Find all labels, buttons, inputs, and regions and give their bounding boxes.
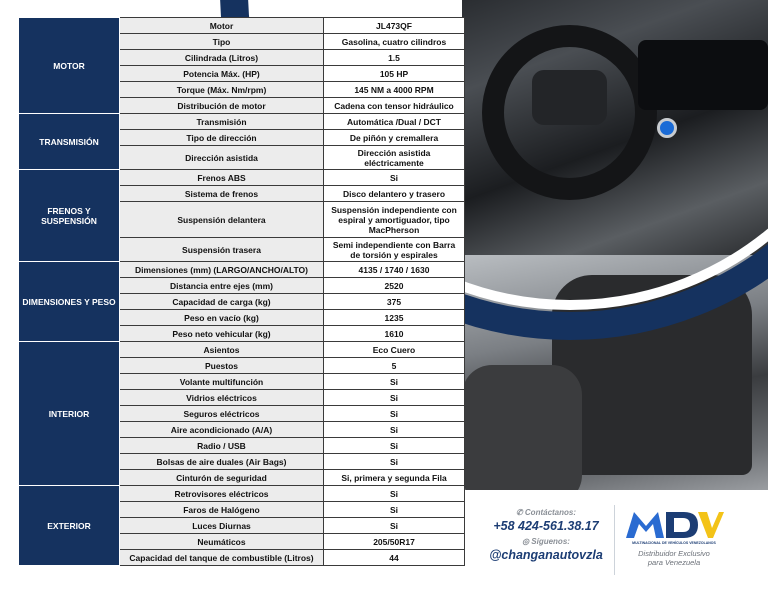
spec-value: Si [324,374,465,390]
spec-label: Bolsas de aire duales (Air Bags) [120,454,324,470]
spec-label: Peso en vacío (kg) [120,310,324,326]
seat-shape-2 [462,365,582,490]
spec-value: Eco Cuero [324,342,465,358]
spec-value: Si, primera y segunda Fila [324,470,465,486]
logo-subtitle: MULTINACIONAL DE VEHÍCULOS VENEZOLANOS [632,541,716,545]
instagram-icon: ◎ [522,537,532,546]
section-label: MOTOR [19,18,120,114]
spec-label: Distancia entre ejes (mm) [120,278,324,294]
spec-label: Faros de Halógeno [120,502,324,518]
spec-label: Suspensión delantera [120,202,324,238]
spec-label: Tipo [120,34,324,50]
spec-value: Disco delantero y trasero [324,186,465,202]
spec-value: 1610 [324,326,465,342]
spec-table [18,17,465,566]
phone-number[interactable]: +58 424-561.38.17 [493,519,599,533]
social-handle[interactable]: @changanautovzla [489,548,603,562]
spec-value: 205/50R17 [324,534,465,550]
section-label: FRENOS Y SUSPENSIÓN [19,170,120,262]
spec-value: Si [324,518,465,534]
spec-value: Suspensión independiente con espiral y amortiguador, tipo MacPherson [324,202,465,238]
spec-value: Si [324,406,465,422]
spec-row [19,486,465,502]
spec-label: Distribución de motor [120,98,324,114]
distributor-line-1: Distribuidor Exclusivo [638,549,710,558]
spec-value: Si [324,438,465,454]
spec-label: Cilindrada (Litros) [120,50,324,66]
whatsapp-icon: ✆ [515,508,525,517]
spec-value: Cadena con tensor hidráulico [324,98,465,114]
section-label: INTERIOR [19,342,120,486]
spec-label: Radio / USB [120,438,324,454]
spec-row [19,262,465,278]
spec-value: Si [324,390,465,406]
section-label: DIMENSIONES Y PESO [19,262,120,342]
spec-label: Cinturón de seguridad [120,470,324,486]
spec-label: Tipo de dirección [120,130,324,146]
spec-label: Capacidad del tanque de combustible (Litros) [120,550,324,566]
spec-value: JL473QF [324,18,465,34]
spec-label: Retrovisores eléctricos [120,486,324,502]
contact-block [484,508,608,566]
spec-label: Luces Diurnas [120,518,324,534]
spec-value: 4135 / 1740 / 1630 [324,262,465,278]
contact-label: ✆ Contáctanos: [515,508,577,517]
start-button-shape [657,118,677,138]
spec-value: Semi independiente con Barra de torsión y espirales [324,238,465,262]
spec-label: Torque (Máx. Nm/rpm) [120,82,324,98]
dashboard-photo [462,0,768,255]
spec-row [19,18,465,34]
spec-label: Puestos [120,358,324,374]
spec-label: Vidrios eléctricos [120,390,324,406]
spec-value: 44 [324,550,465,566]
section-label: EXTERIOR [19,486,120,566]
spec-label: Dimensiones (mm) (LARGO/ANCHO/ALTO) [120,262,324,278]
section-label: TRANSMISIÓN [19,114,120,170]
spec-label: Dirección asistida [120,146,324,170]
instrument-cluster-shape [638,40,768,110]
spec-value: Si [324,486,465,502]
spec-label: Volante multifunción [120,374,324,390]
spec-value: Si [324,502,465,518]
spec-row [19,342,465,358]
spec-value: Gasolina, cuatro cilindros [324,34,465,50]
spec-row [19,114,465,130]
spec-label: Neumáticos [120,534,324,550]
spec-label: Transmisión [120,114,324,130]
spec-label: Seguros eléctricos [120,406,324,422]
spec-value: Si [324,422,465,438]
spec-value: Automática /Dual / DCT [324,114,465,130]
spec-label: Suspensión trasera [120,238,324,262]
seats-photo [462,255,768,490]
spec-label: Motor [120,18,324,34]
spec-label: Potencia Máx. (HP) [120,66,324,82]
follow-label: ◎ Síguenos: [522,537,570,546]
spec-value: 2520 [324,278,465,294]
spec-label: Frenos ABS [120,170,324,186]
spec-value: 105 HP [324,66,465,82]
spec-value: 145 NM a 4000 RPM [324,82,465,98]
spec-value: 5 [324,358,465,374]
distributor-line-2: para Venezuela [647,558,701,567]
spec-value: 1.5 [324,50,465,66]
seat-shape [552,275,752,475]
spec-value: Si [324,454,465,470]
spec-label: Sistema de frenos [120,186,324,202]
footer-divider [614,505,615,575]
spec-label: Aire acondicionado (A/A) [120,422,324,438]
steering-hub-shape [532,70,607,125]
mdv-logo [624,510,724,540]
spec-label: Asientos [120,342,324,358]
spec-label: Capacidad de carga (kg) [120,294,324,310]
spec-label: Peso neto vehicular (kg) [120,326,324,342]
spec-row [19,170,465,186]
spec-value: 1235 [324,310,465,326]
spec-value: Si [324,170,465,186]
spec-value: 375 [324,294,465,310]
spec-value: Dirección asistida eléctricamente [324,146,465,170]
spec-value: De piñón y cremallera [324,130,465,146]
distributor-text [620,549,728,567]
